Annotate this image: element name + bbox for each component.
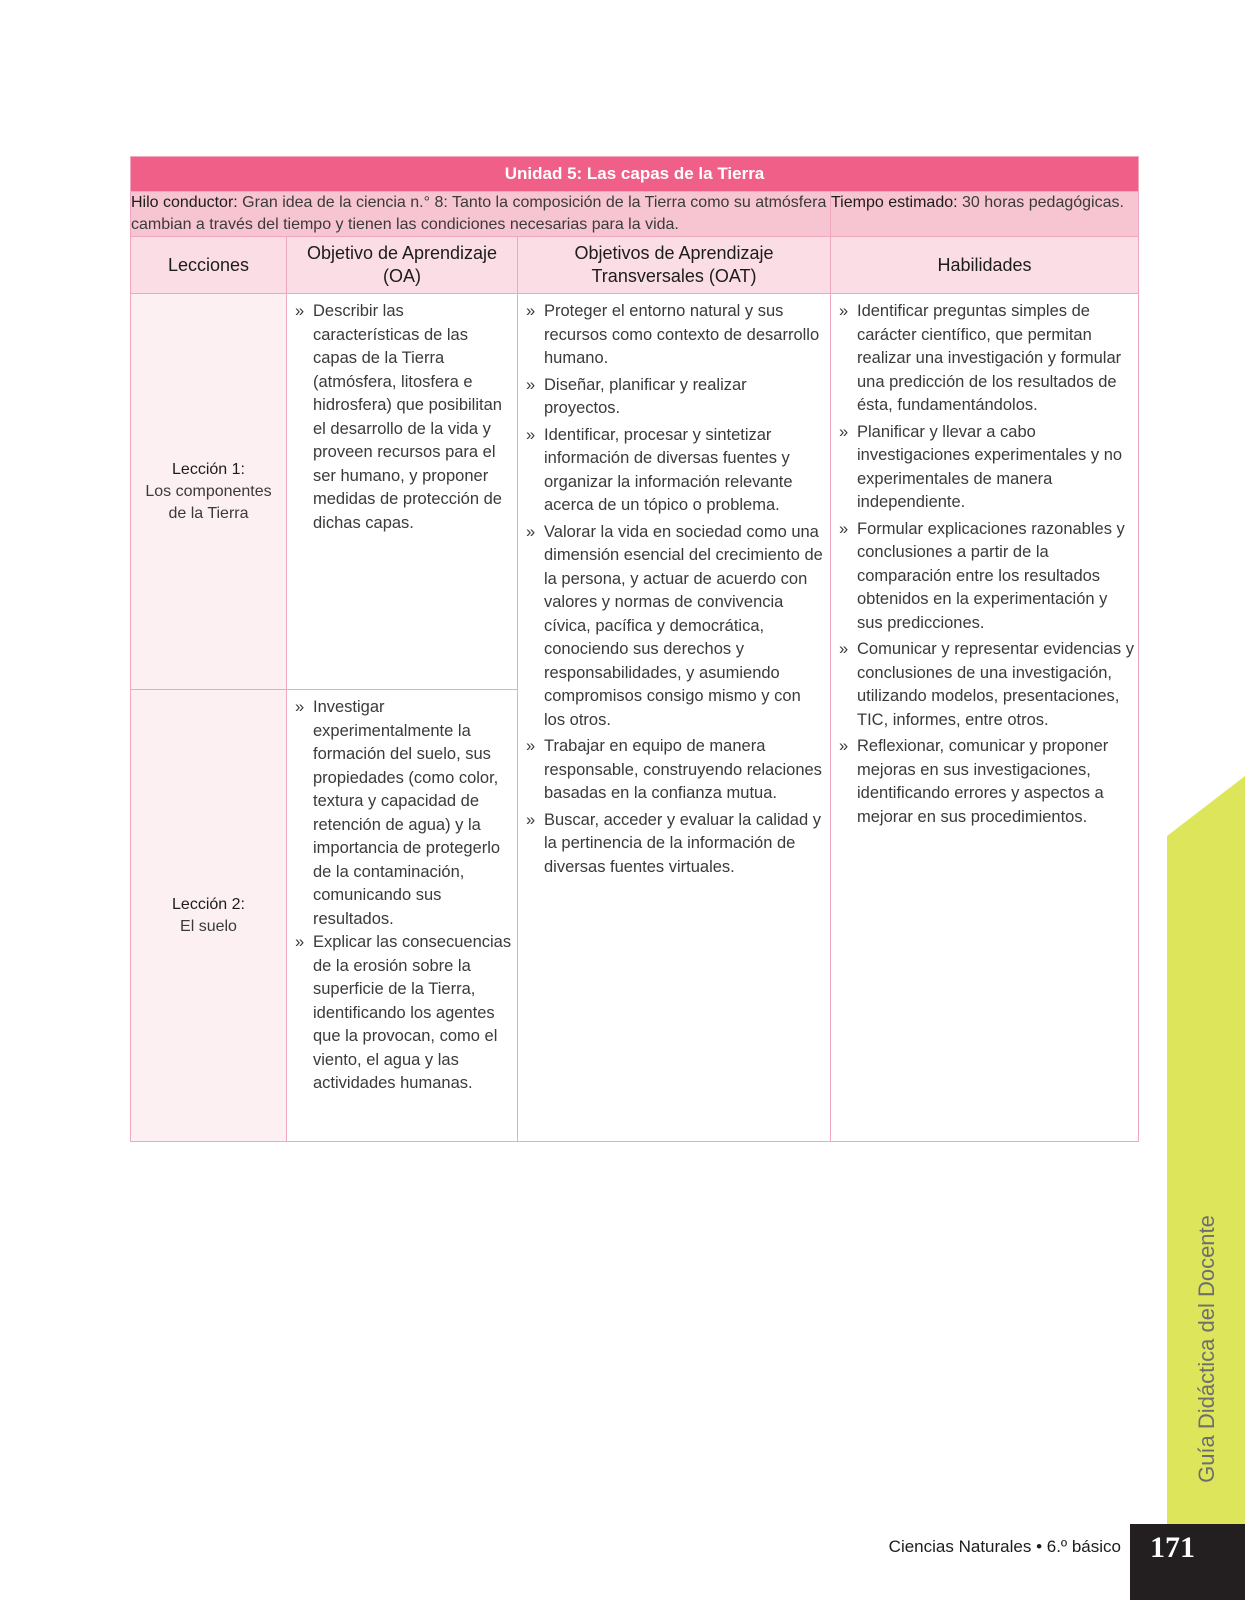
list-item: » Identificar, procesar y sintetizar información de diversas fuentes y organizar la información relevante acerca de un tópico o problema.	[526, 425, 793, 514]
side-tab-label: Guía Didáctica del Docente	[1194, 1215, 1219, 1483]
hilo-label: Hilo conductor:	[131, 194, 238, 211]
tiempo-estimado	[831, 192, 1139, 237]
footer-text: Ciencias Naturales • 6.º básico	[888, 1537, 1121, 1556]
header-habilidades: Habilidades	[831, 237, 1139, 294]
lesson-1-cell	[131, 294, 287, 690]
header-lecciones: Lecciones	[131, 237, 287, 294]
list-item: » Formular explicaciones razonables y conclusiones a partir de la comparación entre los resultados obtenidos en la experimentación y sus predicciones.	[839, 519, 1125, 632]
oa-lesson-1	[287, 294, 518, 690]
lesson-2-cell	[131, 690, 287, 1142]
hilo-text: Gran idea de la ciencia n.° 8: Tanto la composición de la Tierra como su atmósfera cambian a través del tiempo y tienen las condiciones necesarias para la vida.	[131, 194, 827, 233]
list-item: » Identificar preguntas simples de carácter científico, que permitan realizar una investigación y formular una predicción de los resultados de ésta, fundamentándolos.	[839, 302, 1122, 414]
page-number: 171	[1130, 1524, 1245, 1600]
header-oat: Objetivos de Aprendizaje Transversales (OAT)	[518, 237, 831, 294]
tiempo-label: Tiempo estimado:	[831, 194, 958, 211]
lesson-1-title: Lección 1:	[172, 460, 245, 478]
list-item: » Planificar y llevar a cabo investigaciones experimentales y no experimentales de manera independiente.	[839, 422, 1123, 511]
oa-lesson-2	[287, 690, 518, 1142]
unit-table	[130, 156, 1139, 1142]
list-item: » Comunicar y representar evidencias y conclusiones de una investigación, utilizando modelos, presentaciones, TIC, informes, entre otros.	[839, 640, 1134, 729]
list-item: » Reflexionar, comunicar y proponer mejoras en sus investigaciones, identificando errores y aspectos a mejorar en sus procedimientos.	[839, 737, 1109, 826]
header-oa: Objetivo de Aprendizaje (OA)	[287, 237, 518, 294]
bullet-mark: »	[295, 302, 305, 320]
list-item: » Describir las características de las capas de la Tierra (atmósfera, litosfera e hidrosfera) que posibilitan el desarrollo de la vida y proveen recursos para el ser humano, y proponer medidas de protección de dichas capas.	[295, 302, 502, 532]
list-item: » Explicar las consecuencias de la erosión sobre la superficie de la Tierra, identificando los agentes que la provocan, como el viento, el agua y las actividades humanas.	[295, 933, 512, 1092]
lesson-1-subtitle: Los componentes de la Tierra	[145, 482, 272, 522]
hilo-conductor	[131, 192, 831, 237]
lesson-2-subtitle: El suelo	[180, 917, 237, 935]
list-item: » Valorar la vida en sociedad como una dimensión esencial del crecimiento de la persona, y actuar de acuerdo con valores y normas de convivencia cívica, pacífica y democrática, conociendo sus derechos y responsabilidades, y asumiendo compromisos consigo mismo y con los otros.	[526, 522, 823, 729]
tiempo-text: 30 horas pedagógicas.	[962, 194, 1124, 211]
list-item: » Diseñar, planificar y realizar proyectos.	[526, 375, 747, 417]
lesson-2-title: Lección 2:	[172, 895, 245, 913]
list-item: » Proteger el entorno natural y sus recursos como contexto de desarrollo humano.	[526, 302, 820, 367]
unit-title: Unidad 5: Las capas de la Tierra	[131, 157, 1139, 192]
list-item: » Trabajar en equipo de manera responsable, construyendo relaciones basadas en la confianza mutua.	[526, 737, 822, 802]
habilidades-cell	[831, 294, 1139, 1142]
list-item: » Buscar, acceder y evaluar la calidad y la pertinencia de la información de diversas fuentes virtuales.	[526, 810, 821, 876]
list-item: » Investigar experimentalmente la formación del suelo, sus propiedades (como color, textura y capacidad de retención de agua) y la importancia de protegerlo de la contaminación, comunicando sus resultados.	[295, 698, 501, 928]
oat-cell	[518, 294, 831, 1142]
